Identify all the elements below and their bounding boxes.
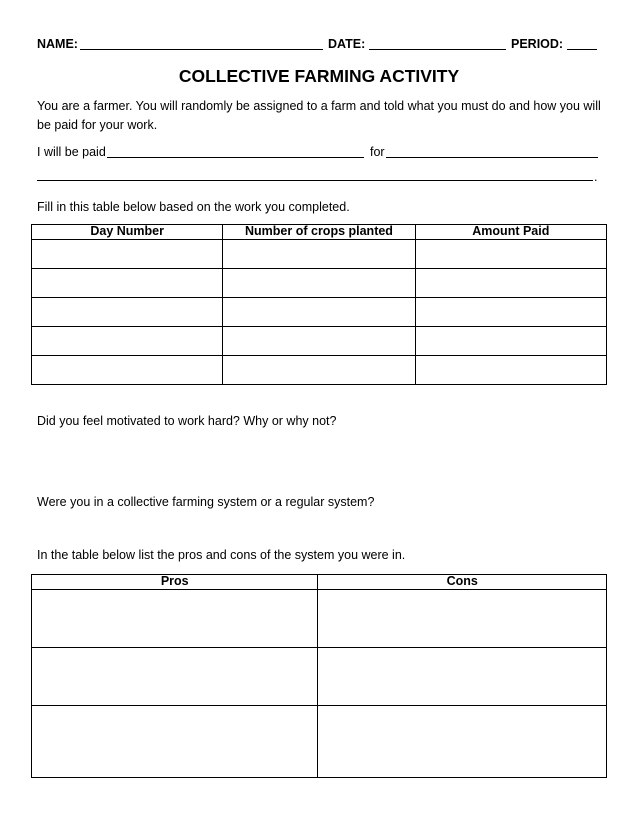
table-row: [32, 706, 607, 778]
answer-area-motivation[interactable]: [37, 432, 602, 487]
paid-for-field[interactable]: [386, 145, 598, 158]
date-label: DATE:: [328, 37, 366, 51]
crops-planted-cell[interactable]: [223, 269, 415, 298]
paid-for-label: for: [370, 145, 385, 159]
date-field[interactable]: [369, 37, 506, 50]
header-row: [37, 37, 598, 53]
column-header-cons: Cons: [318, 575, 607, 590]
amount-paid-cell[interactable]: [415, 298, 606, 327]
page-title: COLLECTIVE FARMING ACTIVITY: [178, 66, 460, 86]
answer-area-system-type[interactable]: [37, 513, 602, 543]
pros-cell[interactable]: [32, 648, 318, 706]
crops-planted-cell[interactable]: [223, 327, 415, 356]
paid-prefix: I will be paid: [37, 145, 106, 159]
crops-planted-cell[interactable]: [223, 240, 415, 269]
pros-cons-header-row: [32, 575, 607, 590]
cons-cell[interactable]: [318, 648, 607, 706]
table-row: [32, 327, 607, 356]
day-number-cell[interactable]: [32, 356, 223, 385]
name-field[interactable]: [80, 37, 323, 50]
paid-line-period: .: [594, 170, 598, 184]
paid-line: [37, 145, 602, 161]
crops-planted-cell[interactable]: [223, 298, 415, 327]
cons-cell[interactable]: [318, 590, 607, 648]
amount-paid-cell[interactable]: [415, 269, 606, 298]
period-label: PERIOD:: [511, 37, 564, 51]
day-number-cell[interactable]: [32, 327, 223, 356]
crops-planted-cell[interactable]: [223, 356, 415, 385]
cons-cell[interactable]: [318, 706, 607, 778]
table-row: [32, 269, 607, 298]
day-number-cell[interactable]: [32, 269, 223, 298]
table-row: [32, 590, 607, 648]
table-row: [32, 298, 607, 327]
column-header-amount-paid: Amount Paid: [415, 225, 606, 240]
amount-paid-cell[interactable]: [415, 240, 606, 269]
pros-cons-table: [31, 574, 607, 778]
paid-continuation-line: [37, 168, 602, 184]
pros-cell[interactable]: [32, 590, 318, 648]
table-row: [32, 240, 607, 269]
name-label: NAME:: [37, 37, 78, 51]
pros-cell[interactable]: [32, 706, 318, 778]
paid-amount-field[interactable]: [107, 145, 364, 158]
amount-paid-cell[interactable]: [415, 356, 606, 385]
column-header-day-number: Day Number: [32, 225, 223, 240]
table-row: [32, 648, 607, 706]
table2-instruction: In the table below list the pros and cons of the system you were in.: [37, 548, 406, 562]
question-system-type: Were you in a collective farming system or a regular system?: [37, 495, 375, 509]
amount-paid-cell[interactable]: [415, 327, 606, 356]
paid-continuation-field[interactable]: [37, 168, 593, 181]
period-field[interactable]: [567, 37, 597, 50]
intro-paragraph: You are a farmer. You will randomly be assigned to a farm and told what you must do and how you will be paid for your work.: [37, 99, 601, 132]
column-header-pros: Pros: [32, 575, 318, 590]
question-motivation: Did you feel motivated to work hard? Why or why not?: [37, 414, 337, 428]
day-number-cell[interactable]: [32, 298, 223, 327]
work-table: [31, 224, 607, 385]
column-header-crops-planted: Number of crops planted: [223, 225, 415, 240]
table-row: [32, 356, 607, 385]
day-number-cell[interactable]: [32, 240, 223, 269]
work-table-header-row: [32, 225, 607, 240]
table1-instruction: Fill in this table below based on the work you completed.: [37, 200, 350, 214]
